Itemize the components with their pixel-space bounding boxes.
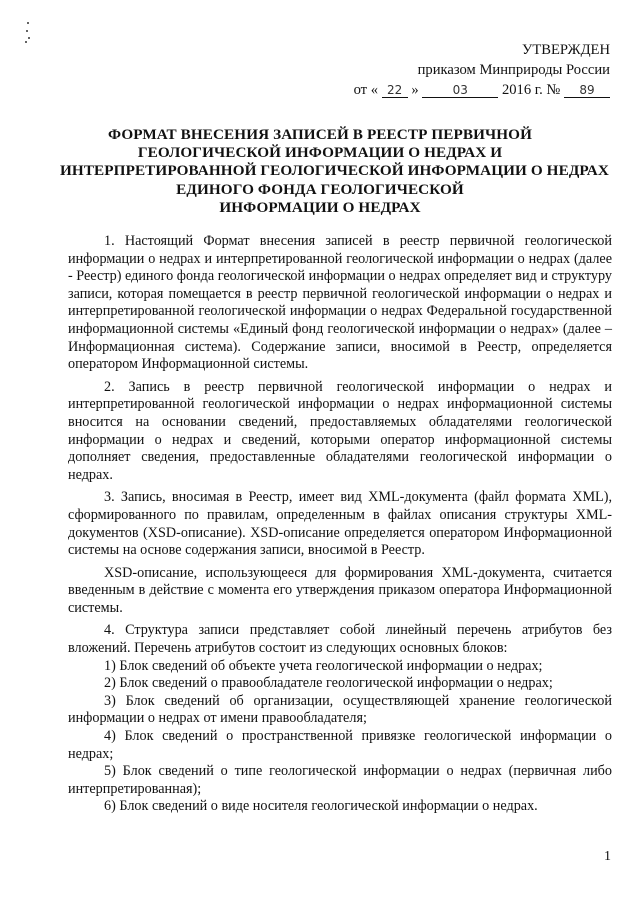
paragraph-3b: XSD-описание, использующееся для формирования XML-документа, считается введенным в действие с момента его утверждения приказом оператора Информационной системы.: [68, 564, 612, 616]
list-item-5: 5) Блок сведений о типе геологической информации о недрах (первичная либо интерпретированная);: [68, 763, 612, 797]
date-prefix: от «: [353, 82, 379, 98]
list-item-3: 3) Блок сведений об организации, осуществляющей хранение геологической информации о недрах от имени правообладателя;: [68, 692, 612, 727]
list-item-1: 1) Блок сведений об объекте учета геологической информации о недрах;: [104, 657, 543, 674]
paragraph-3: 3. Запись, вносимая в Реестр, имеет вид XML-документа (файл формата XML), сформированного по правилам, определенным в файлах описания структуры XML-документов (XSD-описание). XSD-описание определяется оператором Информационной системы на основе содержания записи, вносимой в Реестр.: [68, 489, 612, 559]
order-day: 22: [382, 83, 408, 98]
title-line: ФОРМАТ ВНЕСЕНИЯ ЗАПИСЕЙ В РЕЕСТР ПЕРВИЧНОЙ: [107, 126, 532, 143]
order-number: 89: [564, 83, 610, 98]
list-item-2: 2) Блок сведений о правообладателе геологической информации о недрах;: [104, 675, 553, 692]
page-number: 1: [604, 849, 611, 864]
document-body: [68, 233, 612, 816]
paragraph-1: 1. Настоящий Формат внесения записей в реестр первичной геологической информации о недрах и интерпретированной геологической информации о недрах (далее - Реестр) единого фонда геологической информации о недрах определяет вид и структуру записи, которая помещается в реестр первичной геологической информации о недрах и интерпретированной геологической информации о недрах Федеральной государственной информационной системы «Единый фонд геологической информации о недрах» (далее – Информационная система). Содержание записи, вносимой в Реестр, определяется оператором Информационной системы.: [68, 233, 612, 373]
approval-order: приказом Минприроды России: [417, 62, 610, 78]
approval-stamp: [354, 40, 610, 100]
scan-mark-icon: [24, 22, 32, 50]
document-title: [60, 126, 609, 217]
list-item-6: 6) Блок сведений о виде носителя геологической информации о недрах.: [104, 798, 538, 815]
order-year: 2016 г. №: [501, 82, 561, 98]
order-month: 03: [422, 83, 498, 98]
paragraph-2: 2. Запись в реестр первичной геологической информации о недрах и интерпретированной геологической информации о недрах информационной системы вносится на основании сведений, предоставляемых обладателями геологической информации о недрах и сведений, которыми оператор информационной системы дополняет сведения, предоставленные обладателями геологической информации о недрах.: [68, 378, 612, 483]
date-mid: »: [411, 82, 419, 98]
title-line: ГЕОЛОГИЧЕСКОЙ ИНФОРМАЦИИ О НЕДРАХ И: [137, 144, 503, 162]
title-line: ИНТЕРПРЕТИРОВАННОЙ ГЕОЛОГИЧЕСКОЙ ИНФОРМАЦИИ О НЕДРАХ: [60, 162, 609, 180]
approval-date-line: [354, 80, 610, 100]
title-line: ЕДИНОГО ФОНДА ГЕОЛОГИЧЕСКОЙ: [176, 180, 464, 198]
approval-title: УТВЕРЖДЕН: [522, 42, 610, 58]
title-line: ИНФОРМАЦИИ О НЕДРАХ: [219, 198, 421, 216]
paragraph-4: 4. Структура записи представляет собой линейный перечень атрибутов без вложений. Перечень атрибутов состоит из следующих основных блоков:: [68, 622, 612, 657]
list-item-4: 4) Блок сведений о пространственной привязке геологической информации о недрах;: [68, 728, 612, 762]
